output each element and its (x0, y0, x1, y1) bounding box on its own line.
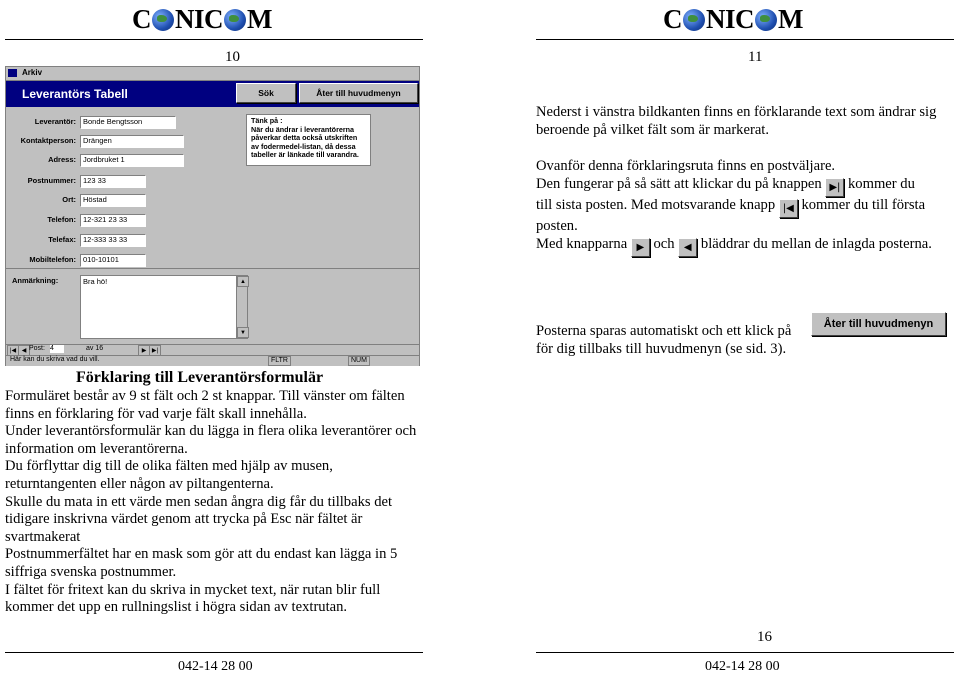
back-to-main-button: Åter till huvudmenyn (811, 312, 946, 336)
footer-phone-left: 042-14 28 00 (178, 659, 253, 674)
footer-rule-left (5, 652, 423, 653)
footer-phone-right: 042-14 28 00 (705, 659, 780, 674)
conicom-logo-left: C NIC M (132, 4, 272, 34)
header-rule-left (5, 39, 423, 40)
next-record-icon[interactable]: ▶ (138, 345, 150, 356)
search-button[interactable]: Sök (236, 83, 296, 103)
last-record-icon: ▶| (825, 178, 844, 197)
remark-field[interactable]: Bra hö! ▲ ▼ (80, 275, 248, 339)
divider (6, 268, 419, 269)
contact-field[interactable]: Drängen (80, 135, 184, 148)
field-label: Anmärkning: (12, 276, 59, 285)
prev-record-icon[interactable]: ◀ (18, 345, 30, 356)
postcode-field[interactable]: 123 33 (80, 175, 146, 188)
status-text: Här kan du skriva vad du vill. (10, 356, 100, 363)
scroll-down-icon[interactable]: ▼ (237, 327, 249, 338)
last-record-icon[interactable]: ▶| (149, 345, 161, 356)
address-field[interactable]: Jordbruket 1 (80, 154, 184, 167)
app-icon (8, 69, 17, 77)
next-record-icon: ▶ (631, 238, 650, 257)
form-title: Leverantörs Tabell (22, 87, 128, 101)
fax-field[interactable]: 12-333 33 33 (80, 234, 146, 247)
record-navigator: |◀ ◀ Post: 4 av 16 ▶ ▶| (6, 344, 419, 355)
record-number[interactable]: 4 (50, 345, 64, 353)
tip-box: Tänk på : När du ändrar i leverantörerna påverkar detta också utskriften av fodermedel-listan, då dessa tabeller är länkade till varandra. (246, 114, 371, 166)
field-label: Leverantör: (34, 117, 76, 126)
section-heading: Förklaring till Leverantörsformulär (76, 369, 324, 386)
page-number-left: 10 (225, 49, 240, 65)
field-label: Kontaktperson: (20, 136, 76, 145)
status-bar (6, 355, 419, 366)
paragraph-status-text: Nederst i vänstra bildkanten finns en förklarande text som ändrar sig beroende på vilket fält som är markerat. (536, 104, 937, 138)
paragraph: I fältet för fritext kan du skriva in mycket text, när rutan blir full kommer det upp en rullningslist i högra sidan av textrutan. (5, 581, 381, 616)
paragraph: Du förflyttar dig till de olika fälten med hjälp av musen, returntangenten eller någon av piltangenterna. (5, 458, 333, 492)
prev-record-icon: ◀ (678, 238, 697, 257)
field-label: Adress: (48, 155, 76, 164)
scroll-up-icon[interactable]: ▲ (237, 276, 249, 287)
paragraph: Postnummerfältet har en mask som gör att du endast kan lägga in 5 siffriga svenska postnummer. (5, 546, 398, 580)
status-num: NUM (348, 356, 370, 366)
first-record-icon: |◀ (779, 199, 798, 218)
menu-bar (6, 67, 419, 81)
globe-icon (755, 9, 777, 31)
globe-icon (152, 9, 174, 31)
status-fltr: FLTR (268, 356, 291, 366)
explanation-text (5, 388, 423, 617)
field-label: Mobiltelefon: (29, 255, 76, 264)
menu-arkiv[interactable]: Arkiv (22, 68, 43, 77)
globe-icon (683, 9, 705, 31)
field-label: Telefax: (48, 235, 76, 244)
conicom-logo-right: C NIC M (663, 4, 803, 34)
back-to-main-button[interactable]: Åter till huvudmenyn (299, 83, 418, 103)
field-label: Postnummer: (27, 176, 76, 185)
paragraph: Under leverantörsformulär kan du lägga in flera olika leverantörer och information om leverantörerna. (5, 423, 417, 457)
form-header (6, 81, 419, 107)
footer-rule-right (536, 652, 954, 653)
field-label: Ort: (62, 195, 76, 204)
supplier-field[interactable]: Bonde Bengtsson (80, 116, 176, 129)
paragraph: Formuläret består av 9 st fält och 2 st knappar. Till vänster om fälten finns en förklaring för vad varje fält skall innehålla. (5, 388, 405, 422)
page-number-right: 11 (748, 49, 763, 65)
form-screenshot (5, 66, 420, 366)
field-label: Telefon: (47, 215, 76, 224)
globe-icon (224, 9, 246, 31)
first-record-icon[interactable]: |◀ (7, 345, 19, 356)
form-body (6, 108, 419, 344)
mobile-field[interactable]: 010-10101 (80, 254, 146, 267)
city-field[interactable]: Höstad (80, 194, 146, 207)
paragraph: Skulle du mata in ett värde men sedan ångra dig får du tillbaks det tidigare inskrivna värdet genom att trycka på Esc när fältet är svartmakerat (5, 493, 393, 545)
paragraph-record-selector: Ovanför denna förklaringsruta finns en postväljare. Den fungerar på så sätt att klickar du på knappen ▶| kommer du till sista posten. Med motsvarande knapp |◀ kommer du till första posten. Med knapparna ▶ och ◀ bläddrar du mellan de inlagda posterna. (536, 158, 956, 257)
scrollbar[interactable] (236, 276, 247, 338)
paragraph-autosave: Posterna sparas automatiskt och ett klick på för dig tillbaks till huvudmenyn (se sid. 3). (536, 323, 792, 357)
header-rule-right (536, 39, 954, 40)
bottom-page-number: 16 (757, 629, 772, 645)
phone-field[interactable]: 12-321 23 33 (80, 214, 146, 227)
